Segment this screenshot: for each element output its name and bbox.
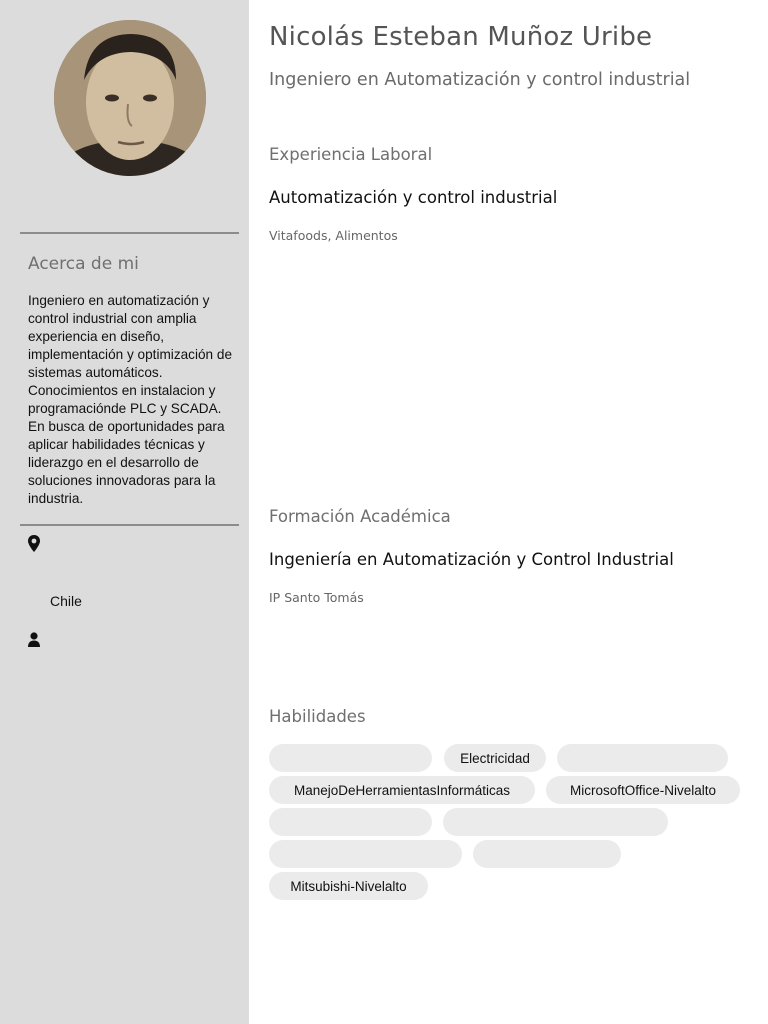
sidebar-divider (20, 232, 239, 234)
experience-title: Experiencia Laboral (269, 145, 433, 164)
skill-chip (557, 744, 728, 772)
experience-job-title: Automatización y control industrial (269, 188, 558, 207)
person-icon (27, 632, 41, 648)
skill-chip: MicrosoftOffice-Nivelalto (546, 776, 740, 804)
map-pin-icon (27, 535, 41, 553)
skills-title: Habilidades (269, 707, 366, 726)
sidebar-divider (20, 524, 239, 526)
skill-chip (269, 840, 462, 868)
skill-chip: ManejoDeHerramientasInformáticas (269, 776, 535, 804)
about-title: Acerca de mi (28, 254, 139, 274)
skill-chip (269, 808, 432, 836)
education-institution: IP Santo Tomás (269, 590, 364, 605)
profile-photo (54, 20, 206, 176)
skill-chip: Electricidad (444, 744, 546, 772)
skill-chip (269, 744, 432, 772)
skill-chip (473, 840, 621, 868)
education-title: Formación Académica (269, 507, 451, 526)
location-text: Chile (50, 593, 82, 609)
skill-chip: Mitsubishi-Nivelalto (269, 872, 428, 900)
experience-company: Vitafoods, Alimentos (269, 228, 398, 243)
about-text: Ingeniero en automatización y control industrial con amplia experiencia en diseño, implementación y optimización de sistemas automáticos. Conocimientos en instalacion y programaciónde PLC y SCADA. En busca de oportunidades para aplicar habilidades técnicas y liderazgo en el desarrollo de soluciones innovadoras para la industria. (28, 293, 233, 506)
education-degree: Ingeniería en Automatización y Control Industrial (269, 550, 674, 569)
job-role: Ingeniero en Automatización y control industrial (269, 70, 691, 90)
full-name: Nicolás Esteban Muñoz Uribe (269, 22, 653, 52)
skill-chip (443, 808, 668, 836)
